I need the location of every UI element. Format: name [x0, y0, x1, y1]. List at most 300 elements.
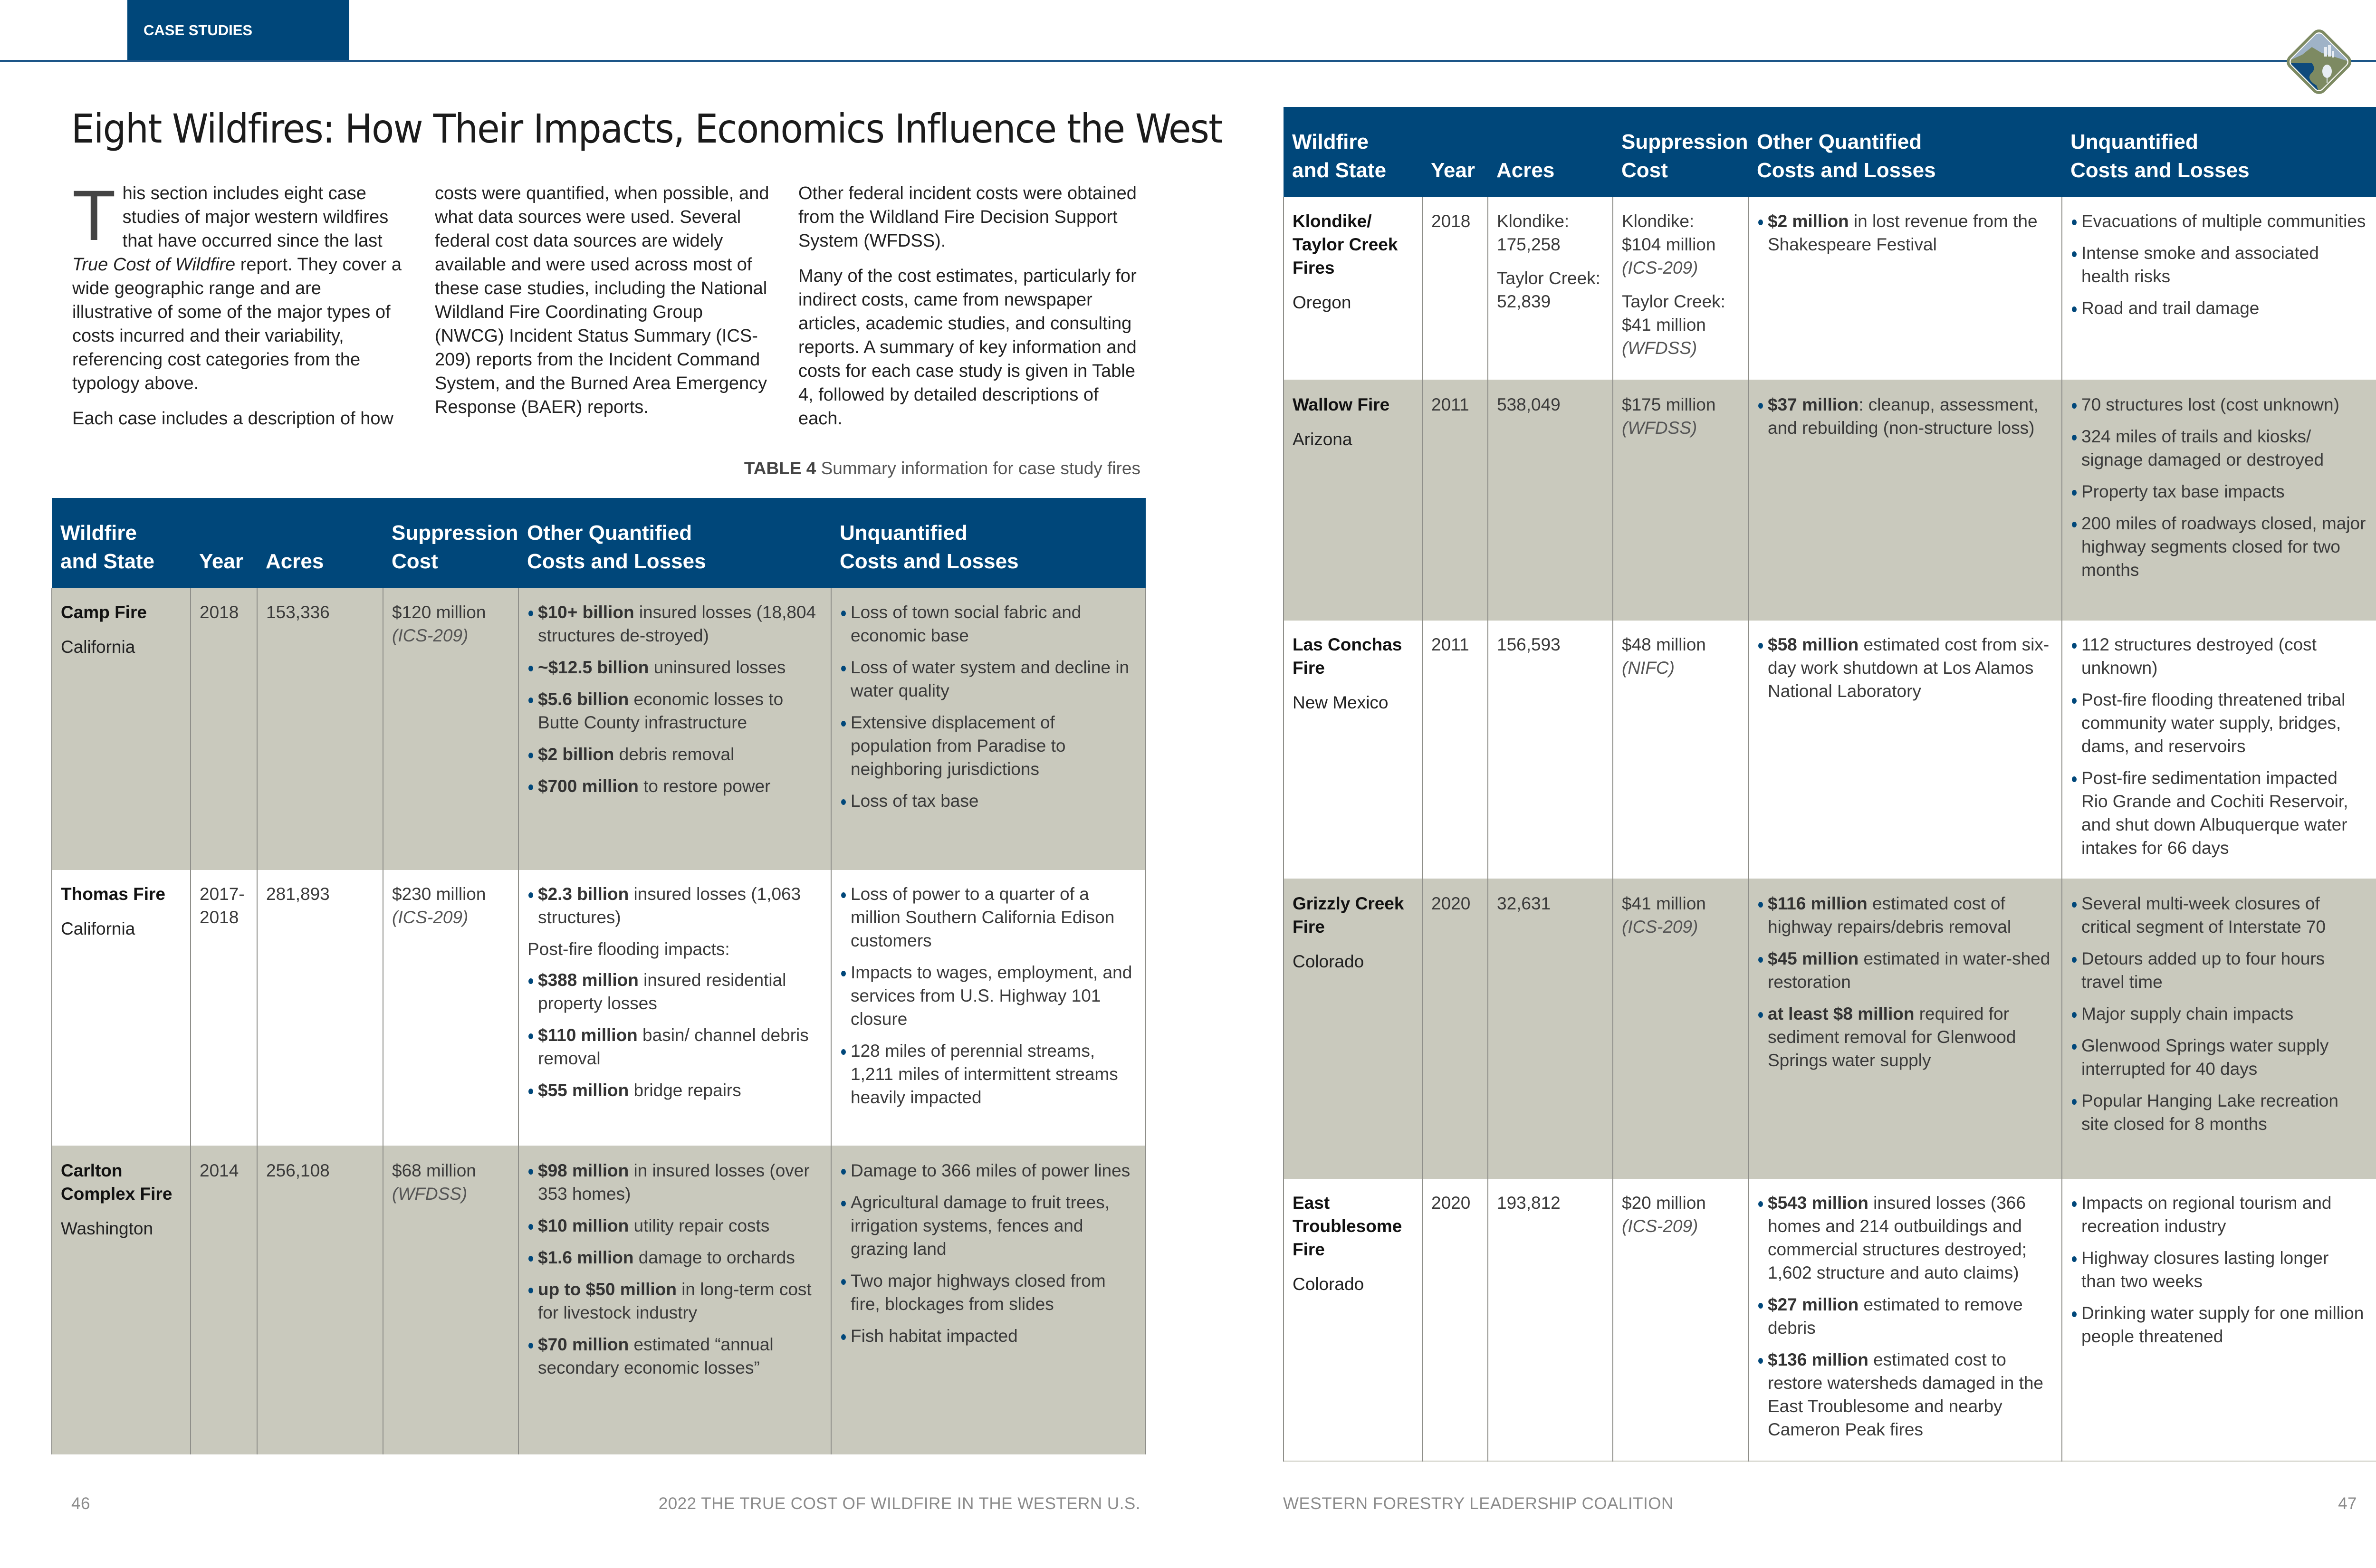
- bullet-text: Detours added up to four hours travel time: [2081, 949, 2325, 992]
- cell-unquantified: [2062, 1178, 2376, 1461]
- cell-unquantified: [2062, 620, 2376, 879]
- header-wildfire-state: Wildfire and State: [1284, 107, 1422, 197]
- bullet-item: [840, 789, 1137, 813]
- bullet-text: Glenwood Springs water supply interrupted for 40 days: [2081, 1036, 2329, 1079]
- bullet-item: [1757, 210, 2053, 256]
- bullet-item: [2071, 947, 2367, 994]
- cell-suppression-cost: [383, 870, 518, 1146]
- fire-state: Colorado: [1293, 952, 1364, 971]
- cost-amount: $45 million: [1768, 949, 1859, 968]
- page-title: Eight Wildfires: How Their Impacts, Economics Influence the West: [71, 105, 1222, 152]
- fire-state: Colorado: [1293, 1274, 1364, 1294]
- header-other-quantified: Other Quantified Costs and Losses: [1748, 107, 2062, 197]
- bullet-item: [527, 601, 822, 647]
- intro-paragraph: Other federal incident costs were obtained from the Wildland Fire Decision Support System (WFDSS).: [798, 183, 1137, 251]
- cell-wildfire: [1284, 879, 1422, 1178]
- bullet-item: [1757, 1002, 2053, 1072]
- acres-value: 156,593: [1497, 635, 1561, 654]
- cell-year: [1422, 380, 1488, 620]
- fire-name: Camp Fire: [61, 602, 147, 622]
- bullet-list: [840, 882, 1137, 1109]
- header-wildfire-state: Wildfire and State: [52, 498, 191, 588]
- cost-description: insured losses (366 homes and 214 outbuildings and commercial structures destroyed; 1,602 structure and auto claims): [1768, 1193, 2027, 1282]
- cost-amount: $543 million: [1768, 1193, 1868, 1213]
- bullet-item: [2071, 425, 2367, 471]
- fire-name: Carlton Complex Fire: [61, 1161, 172, 1204]
- cost-source: (WFDSS): [1622, 338, 1697, 358]
- bullet-list: [527, 1159, 822, 1379]
- bullet-item: [1757, 1191, 2053, 1284]
- cost-source: (WFDSS): [1622, 418, 1697, 438]
- right-running-title: WESTERN FORESTRY LEADERSHIP COALITION: [1283, 1494, 1674, 1513]
- acres-label: Taylor Creek:: [1497, 268, 1600, 288]
- bullet-item: [1757, 1348, 2053, 1441]
- cell-year: [1422, 879, 1488, 1178]
- table-caption: [741, 459, 1140, 478]
- cost-amount: $116 million: [1768, 894, 1868, 913]
- bullet-text: Loss of water system and decline in water quality: [851, 658, 1130, 700]
- bullet-item: [1757, 892, 2053, 938]
- fire-year: 2011: [1431, 395, 1469, 414]
- acres-value: 256,108: [266, 1161, 330, 1180]
- bullet-item: [840, 601, 1137, 647]
- cell-suppression-cost: [383, 1146, 518, 1454]
- bullet-text: 200 miles of roadways closed, major highway segments closed for two months: [2081, 514, 2366, 580]
- acres-value: 153,336: [266, 602, 330, 622]
- acres-value: 538,049: [1497, 395, 1561, 414]
- bullet-item: [840, 882, 1137, 952]
- fire-row: [52, 870, 1146, 1146]
- cost-description: economic losses to Butte County infrastructure: [538, 689, 784, 732]
- cost-description: insured residential property losses: [538, 970, 786, 1013]
- bullet-list: [1757, 210, 2053, 256]
- fire-row: [52, 588, 1146, 870]
- cell-suppression-cost: [1613, 620, 1748, 879]
- cost-value: $120 million: [392, 602, 486, 622]
- bullet-item: [527, 774, 822, 798]
- cost-amount: ~$12.5 billion: [538, 658, 649, 677]
- fire-name: East Troublesome Fire: [1293, 1193, 1402, 1259]
- bullet-text: Popular Hanging Lake recreation site closed for 8 months: [2081, 1091, 2338, 1134]
- header-suppression-cost: Suppression Cost: [383, 498, 518, 588]
- cell-acres: [257, 1146, 383, 1454]
- cost-amount: $2 million: [1768, 211, 1849, 231]
- cost-amount: $388 million: [538, 970, 639, 990]
- bullet-list: [2071, 393, 2367, 582]
- case-study-table-left: [51, 498, 1146, 1454]
- bullet-item: [2071, 1191, 2367, 1238]
- bullet-item: [840, 1269, 1137, 1316]
- bullet-item: [840, 1191, 1137, 1261]
- bullet-item: [1757, 393, 2053, 440]
- bullet-text: Impacts to wages, employment, and services from U.S. Highway 101 closure: [851, 963, 1132, 1029]
- bullet-item: [840, 1039, 1137, 1109]
- cell-acres: [1488, 1178, 1613, 1461]
- acres-entry: [1497, 210, 1604, 256]
- cost-amount: $1.6 million: [538, 1248, 634, 1267]
- cost-amount: $37 million: [1768, 395, 1859, 414]
- acres-value: 32,631: [1497, 894, 1551, 913]
- cell-wildfire: [1284, 197, 1422, 380]
- cost-description: debris removal: [614, 745, 735, 764]
- cost-description: estimated cost to restore watersheds damaged in the East Troublesome and nearby Cameron Peak fires: [1768, 1350, 2044, 1439]
- cost-source: (ICS-209): [1622, 1216, 1698, 1236]
- intro-text: report. They cover a wide geographic range and are illustrative of some of the major types of costs incurred and their variability, referencing cost categories from the typology above.: [72, 255, 402, 393]
- cell-wildfire: [52, 1146, 191, 1454]
- fire-row: [1284, 380, 2376, 620]
- bullet-text: Fish habitat impacted: [851, 1326, 1018, 1346]
- cost-amount: $10+ billion: [538, 602, 634, 622]
- cell-unquantified: [2062, 380, 2376, 620]
- bullet-text: Post-fire flooding threatened tribal community water supply, bridges, dams, and reservoirs: [2081, 690, 2346, 756]
- bullet-text: 128 miles of perennial streams, 1,211 miles of intermittent streams heavily impacted: [851, 1041, 1118, 1107]
- bullet-item: [527, 1159, 822, 1205]
- bullet-text: Road and trail damage: [2081, 298, 2260, 318]
- cost-description: insured losses (1,063 structures): [538, 884, 801, 927]
- bullet-text: Loss of town social fabric and economic base: [851, 602, 1082, 645]
- bullet-item: [1757, 1293, 2053, 1339]
- fire-name: Klondike/ Taylor Creek Fires: [1293, 211, 1398, 277]
- fire-row: [1284, 879, 2376, 1178]
- acres-value: 175,258: [1497, 235, 1561, 254]
- bullet-text: Intense smoke and associated health risks: [2081, 243, 2319, 286]
- fire-year: 2020: [1431, 1193, 1471, 1213]
- cost-entry: [1622, 210, 1739, 279]
- bullet-text: Post-fire sedimentation impacted Rio Grande and Cochiti Reservoir, and shut down Albuquerque water intakes for 66 days: [2081, 768, 2348, 858]
- cell-year: [1422, 620, 1488, 879]
- cost-amount: $55 million: [538, 1080, 629, 1100]
- drop-cap: T: [72, 175, 116, 255]
- fire-row: [52, 1146, 1146, 1454]
- cell-other-quantified: [1748, 1178, 2062, 1461]
- bullet-item: [2071, 688, 2367, 758]
- cost-source: (ICS-209): [392, 626, 469, 645]
- bullet-item: [2071, 393, 2367, 416]
- bullet-text: Several multi-week closures of critical segment of Interstate 70: [2081, 894, 2326, 937]
- fire-year: 2011: [1431, 635, 1469, 654]
- bullet-list: [1757, 393, 2053, 440]
- acres-value: 193,812: [1497, 1193, 1561, 1213]
- cost-description: basin/ channel debris removal: [538, 1025, 809, 1068]
- bullet-text: Extensive displacement of population from Paradise to neighboring jurisdictions: [851, 713, 1066, 779]
- section-tab: [127, 0, 349, 60]
- header-year: Year: [1422, 107, 1488, 197]
- bullet-text: Loss of power to a quarter of a million Southern California Edison customers: [851, 884, 1115, 950]
- cell-year: [191, 870, 257, 1146]
- cost-source: (WFDSS): [392, 1184, 468, 1204]
- acres-value: 281,893: [266, 884, 330, 904]
- cost-description: insured losses (18,804 structures de-stroyed): [538, 602, 816, 645]
- intro-paragraph: [72, 175, 405, 395]
- fire-name: Thomas Fire: [61, 884, 165, 904]
- bullet-text: Major supply chain impacts: [2081, 1004, 2294, 1023]
- bullet-list: [2071, 1191, 2367, 1348]
- cost-source: (ICS-209): [1622, 258, 1698, 277]
- bullet-item: [2071, 241, 2367, 288]
- fire-state: New Mexico: [1293, 693, 1389, 712]
- cell-other-quantified: [1748, 197, 2062, 380]
- cost-entry: [1622, 290, 1739, 360]
- fire-year: 2014: [200, 1161, 239, 1180]
- intro-column-3: [798, 182, 1145, 442]
- cost-amount: $70 million: [538, 1335, 629, 1354]
- bullet-item: [527, 1246, 822, 1269]
- bullet-item: [2071, 1034, 2367, 1080]
- cell-other-quantified: [518, 1146, 831, 1454]
- cost-amount: $10 million: [538, 1216, 629, 1235]
- bullet-list: [1757, 892, 2053, 1072]
- cost-value: $68 million: [392, 1161, 476, 1180]
- fire-name: Las Conchas Fire: [1293, 635, 1402, 678]
- bullet-list: [2071, 892, 2367, 1136]
- header-rule: [0, 60, 2376, 62]
- header-year: Year: [191, 498, 257, 588]
- bullet-list: [1757, 1191, 2053, 1441]
- bullet-text: Drinking water supply for one million people threatened: [2081, 1303, 2364, 1346]
- intro-paragraph: Each case includes a description of how: [72, 409, 393, 429]
- bullet-item: [2071, 892, 2367, 938]
- fire-state: California: [61, 637, 135, 657]
- cost-description: damage to orchards: [633, 1248, 795, 1267]
- cost-description: in lost revenue from the Shakespeare Festival: [1768, 211, 2038, 254]
- cost-amount: $5.6 billion: [538, 689, 629, 709]
- table-caption-text: Summary information for case study fires: [816, 459, 1140, 478]
- cell-year: [1422, 1178, 1488, 1461]
- cost-description: estimated “annual secondary economic losses”: [538, 1335, 774, 1377]
- bullet-item: [527, 1214, 822, 1237]
- bullet-item: [840, 711, 1137, 781]
- bullet-list: [527, 882, 822, 929]
- header-acres: Acres: [1488, 107, 1613, 197]
- cost-amount: $27 million: [1768, 1295, 1859, 1314]
- bullet-list: [2071, 633, 2367, 860]
- cost-amount: at least $8 million: [1768, 1004, 1915, 1023]
- cell-wildfire: [1284, 1178, 1422, 1461]
- bullet-item: [527, 743, 822, 766]
- cell-wildfire: [52, 588, 191, 870]
- header-other-quantified: Other Quantified Costs and Losses: [518, 498, 831, 588]
- cost-description: in long-term cost for livestock industry: [538, 1280, 812, 1322]
- cell-other-quantified: [1748, 620, 2062, 879]
- fire-row: [1284, 620, 2376, 879]
- cost-amount: $2.3 billion: [538, 884, 629, 904]
- cell-other-quantified: [1748, 879, 2062, 1178]
- header-suppression-cost: Suppression Cost: [1613, 107, 1748, 197]
- bullet-item: [840, 656, 1137, 702]
- cost-description: in insured losses (over 353 homes): [538, 1161, 810, 1204]
- table-header-row: [52, 498, 1146, 588]
- cell-wildfire: [52, 870, 191, 1146]
- cost-value: $104 million: [1622, 235, 1716, 254]
- cost-value: $41 million: [1622, 315, 1706, 335]
- cell-year: [191, 1146, 257, 1454]
- table-header-row: [1284, 107, 2376, 197]
- cell-suppression-cost: [1613, 879, 1748, 1178]
- cell-unquantified: [831, 1146, 1146, 1454]
- cost-label: Taylor Creek:: [1622, 292, 1725, 311]
- cell-suppression-cost: [1613, 197, 1748, 380]
- cost-source: (ICS-209): [392, 908, 469, 927]
- bullet-text: 70 structures lost (cost unknown): [2081, 395, 2339, 414]
- bullet-item: [840, 1324, 1137, 1348]
- bullet-item: [2071, 1246, 2367, 1293]
- cost-description: utility repair costs: [629, 1216, 770, 1235]
- cost-amount: $2 billion: [538, 745, 614, 764]
- coalition-logo: [2283, 26, 2355, 97]
- intro-text: his section includes eight case studies of major western wildfires that have occurred since the last: [122, 183, 389, 251]
- bullet-item: [2071, 766, 2367, 860]
- cost-description: to restore power: [638, 776, 771, 796]
- bullet-text: Impacts on regional tourism and recreation industry: [2081, 1193, 2332, 1236]
- cost-description: required for sediment removal for Glenwood Springs water supply: [1768, 1004, 2016, 1070]
- bullet-item: [2071, 1089, 2367, 1136]
- cell-other-quantified: [518, 870, 831, 1146]
- cell-other-quantified: [1748, 380, 2062, 620]
- cell-unquantified: [2062, 197, 2376, 380]
- fire-name: Grizzly Creek Fire: [1293, 894, 1404, 937]
- cell-other-quantified: [518, 588, 831, 870]
- fire-year-end: 2018: [200, 908, 239, 927]
- bullet-item: [527, 882, 822, 929]
- cost-description: estimated in water-shed restoration: [1768, 949, 2050, 992]
- bullet-text: Highway closures lasting longer than two weeks: [2081, 1248, 2329, 1291]
- case-study-table-right: [1283, 107, 2376, 1462]
- bullet-item: [527, 1333, 822, 1379]
- cost-amount: up to $50 million: [538, 1280, 677, 1299]
- bullet-item: [2071, 633, 2367, 679]
- cost-description: bridge repairs: [629, 1080, 741, 1100]
- cost-value: $41 million: [1622, 894, 1706, 913]
- bullet-item: [527, 1278, 822, 1324]
- cost-description: uninsured losses: [649, 658, 786, 677]
- fire-row: [1284, 197, 2376, 380]
- bullet-item: [840, 1159, 1137, 1182]
- intro-paragraph: costs were quantified, when possible, and what data sources were used. Several federal cost data sources are widely available and were used across most of these case studies, including the National Wildland Fire Coordinating Group (NWCG) Incident Status Summary (ICS-209) reports from the Incident Command System, and the Burned Area Emergency Response (BAER) reports.: [435, 183, 769, 417]
- fire-year: 2018: [200, 602, 239, 622]
- cell-suppression-cost: [1613, 380, 1748, 620]
- cell-unquantified: [2062, 879, 2376, 1178]
- bullet-item: [2071, 296, 2367, 320]
- fire-name: Wallow Fire: [1293, 395, 1390, 414]
- cost-amount: $700 million: [538, 776, 639, 796]
- bullet-item: [2071, 1002, 2367, 1025]
- cell-unquantified: [831, 588, 1146, 870]
- cell-wildfire: [1284, 380, 1422, 620]
- bullet-item: [2071, 1301, 2367, 1348]
- bullet-list: [840, 1159, 1137, 1348]
- bullet-item: [527, 1023, 822, 1070]
- intro-column-2: [435, 182, 777, 430]
- cost-value: $20 million: [1622, 1193, 1706, 1213]
- bullet-item: [527, 688, 822, 734]
- cost-source: (ICS-209): [1622, 917, 1698, 937]
- cost-value: $230 million: [392, 884, 486, 904]
- section-label: CASE STUDIES: [144, 22, 253, 38]
- bullet-item: [1757, 947, 2053, 994]
- cost-amount: $58 million: [1768, 635, 1859, 654]
- cell-acres: [1488, 620, 1613, 879]
- cell-suppression-cost: [1613, 1178, 1748, 1461]
- bullet-list: [1757, 633, 2053, 703]
- bullet-text: 324 miles of trails and kiosks/ signage damaged or destroyed: [2081, 427, 2324, 469]
- cost-description: estimated cost of highway repairs/debris removal: [1768, 894, 2012, 937]
- bullet-text: Two major highways closed from fire, blockages from slides: [851, 1271, 1106, 1314]
- bullet-text: Loss of tax base: [851, 791, 979, 811]
- cell-acres: [257, 588, 383, 870]
- acres-value: 52,839: [1497, 292, 1551, 311]
- other-note: Post-fire flooding impacts:: [527, 939, 730, 959]
- fire-row: [1284, 1178, 2376, 1461]
- cell-wildfire: [1284, 620, 1422, 879]
- bullet-text: Agricultural damage to fruit trees, irrigation systems, fences and grazing land: [851, 1193, 1110, 1259]
- cost-value: $48 million: [1622, 635, 1706, 654]
- header-acres: Acres: [257, 498, 383, 588]
- fire-state: Washington: [61, 1219, 153, 1238]
- bullet-item: [527, 968, 822, 1015]
- right-page-number: 47: [2338, 1494, 2357, 1513]
- intro-paragraph: Many of the cost estimates, particularly for indirect costs, came from newspaper articles, academic studies, and consulting reports. A summary of key information and costs for each case study is given in Table 4, followed by detailed descriptions of each.: [798, 266, 1137, 429]
- fire-state: Oregon: [1293, 293, 1351, 312]
- bullet-text: Property tax base impacts: [2081, 482, 2285, 501]
- cell-year: [1422, 197, 1488, 380]
- acres-label: Klondike:: [1497, 211, 1570, 231]
- cell-acres: [1488, 879, 1613, 1178]
- fire-year: 2020: [1431, 894, 1471, 913]
- left-page-number: 46: [71, 1494, 90, 1513]
- cell-year: [191, 588, 257, 870]
- bullet-item: [527, 1079, 822, 1102]
- cost-amount: $136 million: [1768, 1350, 1868, 1369]
- cost-amount: $98 million: [538, 1161, 629, 1180]
- cost-value: $175 million: [1622, 395, 1716, 414]
- cell-acres: [257, 870, 383, 1146]
- cost-label: Klondike:: [1622, 211, 1695, 231]
- cost-amount: $110 million: [538, 1025, 638, 1045]
- bullet-item: [1757, 633, 2053, 703]
- cell-suppression-cost: [383, 588, 518, 870]
- bullet-list: [2071, 210, 2367, 320]
- fire-state: California: [61, 919, 135, 938]
- cost-description: : cleanup, assessment, and rebuilding (non-structure loss): [1768, 395, 2039, 438]
- bullet-text: Damage to 366 miles of power lines: [851, 1161, 1131, 1180]
- bullet-list: [527, 968, 822, 1102]
- bullet-text: Evacuations of multiple communities: [2081, 211, 2366, 231]
- bullet-list: [527, 601, 822, 798]
- bullet-item: [527, 656, 822, 679]
- cost-description: estimated to remove debris: [1768, 1295, 2023, 1338]
- bullet-item: [2071, 210, 2367, 233]
- fire-state: Arizona: [1293, 430, 1352, 449]
- cell-acres: [1488, 380, 1613, 620]
- bullet-text: 112 structures destroyed (cost unknown): [2081, 635, 2317, 678]
- fire-year: 2017-: [200, 884, 245, 904]
- acres-entry: [1497, 267, 1604, 313]
- left-running-title: 2022 THE TRUE COST OF WILDFIRE IN THE WESTERN U.S.: [658, 1494, 1140, 1513]
- cell-acres: [1488, 197, 1613, 380]
- cost-source: (NIFC): [1622, 658, 1675, 678]
- report-title-italic: True Cost of Wildfire: [72, 255, 236, 275]
- cell-unquantified: [831, 870, 1146, 1146]
- header-unquantified: Unquantified Costs and Losses: [831, 498, 1146, 588]
- bullet-item: [2071, 480, 2367, 503]
- header-unquantified: Unquantified Costs and Losses: [2062, 107, 2376, 197]
- bullet-item: [840, 961, 1137, 1031]
- fire-year: 2018: [1431, 211, 1471, 231]
- bullet-item: [2071, 512, 2367, 582]
- cost-description: estimated cost from six-day work shutdown at Los Alamos National Laboratory: [1768, 635, 2050, 701]
- logo-emblem-icon: [2283, 26, 2355, 97]
- bullet-list: [840, 601, 1137, 813]
